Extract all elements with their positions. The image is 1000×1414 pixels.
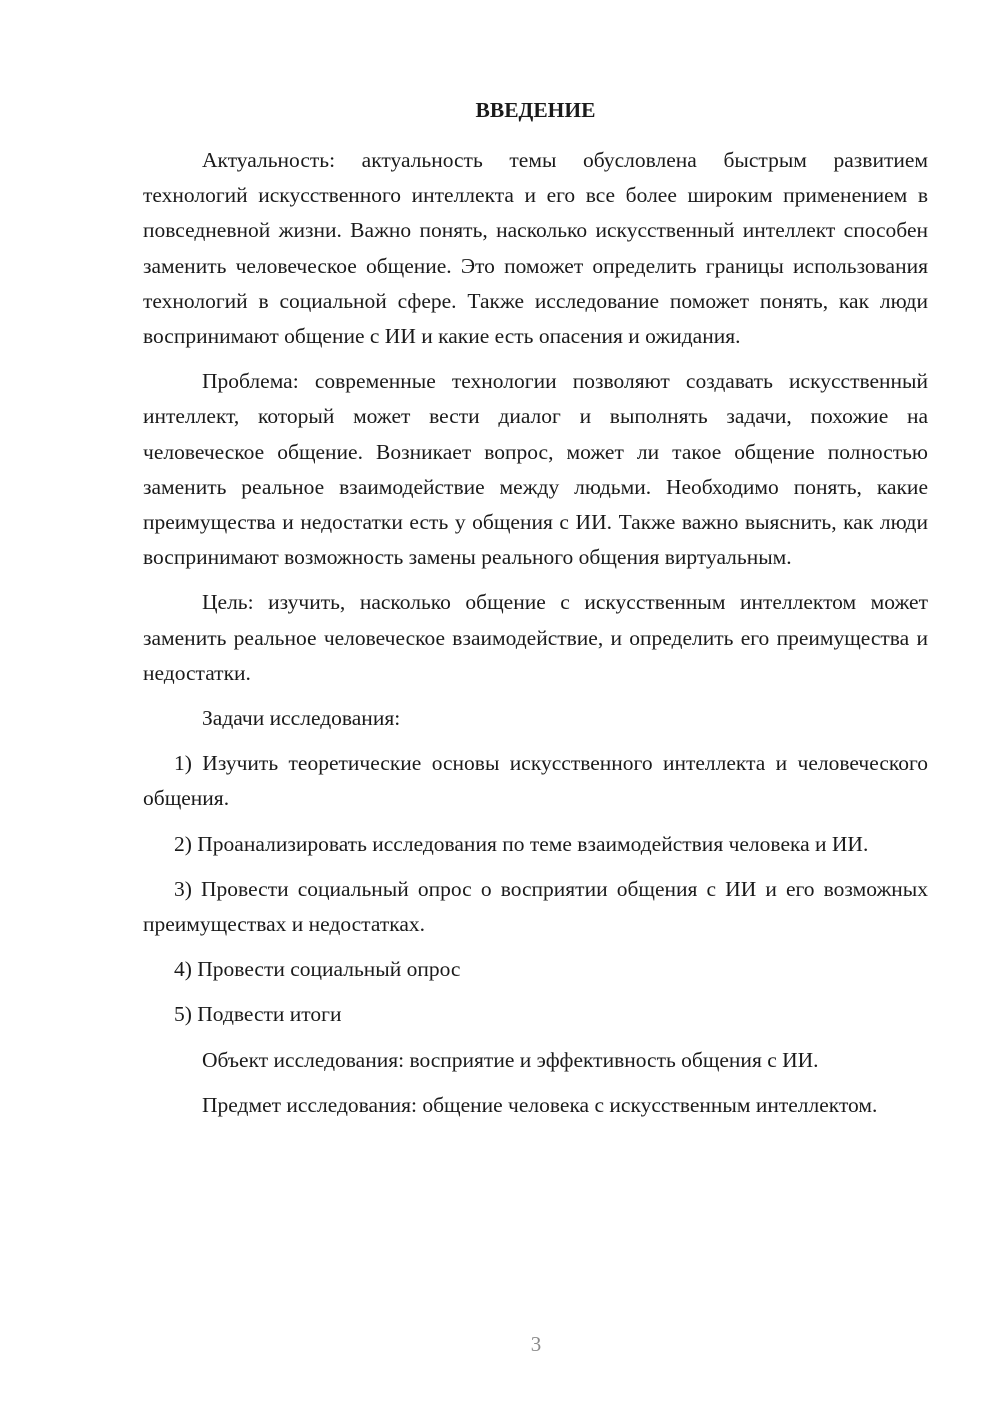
list-item: 4) Провести социальный опрос bbox=[174, 957, 461, 982]
subject-paragraph: Предмет исследования: общение человека с искусственным интеллектом. bbox=[202, 1092, 878, 1117]
list-item: 1) Изучить теоретические основы искусственного интеллекта и человеческого общения. bbox=[143, 751, 928, 811]
relevance-paragraph: Актуальность: актуальность темы обусловлена быстрым развитием технологий искусственного интеллекта и его все более широким применением в повседневной жизни. Важно понять, насколько искусственный интеллект способен заменить человеческое общение. Это поможет определить границы использования технологий в социальной сфере. Также исследование поможет понять, как люди воспринимают общение с ИИ и какие есть опасения и ожидания. bbox=[143, 148, 928, 349]
object-paragraph: Объект исследования: восприятие и эффективность общения с ИИ. bbox=[202, 1047, 819, 1072]
list-item: 2) Проанализировать исследования по теме взаимодействия человека и ИИ. bbox=[174, 831, 869, 856]
problem-paragraph: Проблема: современные технологии позволяют создавать искусственный интеллект, который может вести диалог и выполнять задачи, похожие на человеческое общение. Возникает вопрос, может ли такое общение полностью заменить реальное взаимодействие между людьми. Необходимо понять, какие преимущества и недостатки есть у общения с ИИ. Также важно выяснить, как люди воспринимают возможность замены реального общения виртуальным. bbox=[143, 369, 928, 570]
section-title: ВВЕДЕНИЕ bbox=[475, 98, 596, 122]
document-page bbox=[143, 92, 928, 1133]
list-item: 5) Подвести итоги bbox=[174, 1002, 342, 1027]
page-number: 3 bbox=[530, 1332, 542, 1356]
goal-paragraph: Цель: изучить, насколько общение с искусственным интеллектом может заменить реальное человеческое взаимодействие, и определить его преимущества и недостатки. bbox=[143, 590, 928, 685]
tasks-heading: Задачи исследования: bbox=[202, 706, 401, 731]
list-item: 3) Провести социальный опрос о восприятии общения с ИИ и его возможных преимуществах и недостатках. bbox=[143, 876, 928, 937]
tasks-list bbox=[143, 746, 928, 1032]
